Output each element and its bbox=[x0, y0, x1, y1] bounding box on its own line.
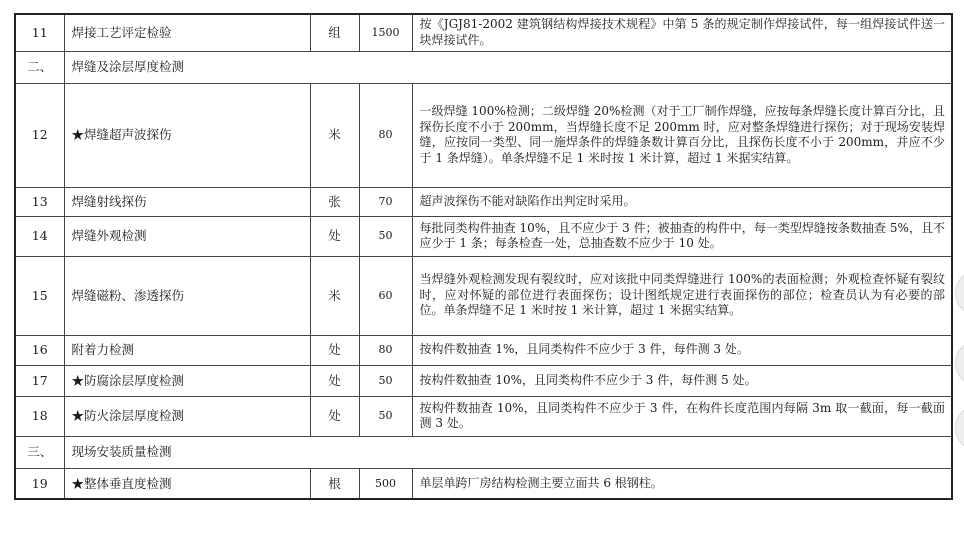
row-number: 15 bbox=[15, 256, 64, 335]
table-row bbox=[15, 14, 952, 51]
inspection-table bbox=[14, 13, 953, 500]
row-number: 19 bbox=[15, 468, 64, 499]
unit-cell: 处 bbox=[310, 335, 359, 365]
section-number: 二、 bbox=[15, 51, 64, 83]
table-row bbox=[15, 216, 952, 256]
edge-circle-decoration bbox=[955, 405, 964, 451]
quantity-cell: 60 bbox=[359, 256, 412, 335]
table-row bbox=[15, 83, 952, 187]
row-number: 13 bbox=[15, 187, 64, 216]
section-number: 三、 bbox=[15, 436, 64, 468]
unit-cell: 处 bbox=[310, 365, 359, 396]
table-row bbox=[15, 396, 952, 436]
quantity-cell: 50 bbox=[359, 216, 412, 256]
edge-circle-decoration bbox=[955, 340, 964, 386]
row-number: 18 bbox=[15, 396, 64, 436]
quantity-cell: 1500 bbox=[359, 14, 412, 51]
row-number: 12 bbox=[15, 83, 64, 187]
item-name: 附着力检测 bbox=[64, 335, 310, 365]
description-cell: 按《JGJ81-2002 建筑钢结构焊接技术规程》中第 5 条的规定制作焊接试件，每一组焊接试件送一块焊接试件。 bbox=[412, 14, 952, 51]
table-row bbox=[15, 256, 952, 335]
row-number: 14 bbox=[15, 216, 64, 256]
description-cell: 当焊缝外观检测发现有裂纹时，应对该批中同类焊缝进行 100%的表面检测；外观检查怀疑有裂纹时，应对怀疑的部位进行表面探伤；设计图纸规定进行表面探伤的部位；检查员认为有必要的部位。单条焊缝不足 1 米时按 1 米计算，超过 1 米据实结算。 bbox=[412, 256, 952, 335]
unit-cell: 组 bbox=[310, 14, 359, 51]
edge-circle-decoration bbox=[955, 270, 964, 316]
table-row bbox=[15, 187, 952, 216]
item-name: ★焊缝超声波探伤 bbox=[64, 83, 310, 187]
unit-cell: 米 bbox=[310, 256, 359, 335]
item-name: 焊接工艺评定检验 bbox=[64, 14, 310, 51]
item-name: 焊缝射线探伤 bbox=[64, 187, 310, 216]
quantity-cell: 500 bbox=[359, 468, 412, 499]
description-cell: 单层单跨厂房结构检测主要立面共 6 根钢柱。 bbox=[412, 468, 952, 499]
quantity-cell: 50 bbox=[359, 365, 412, 396]
unit-cell: 张 bbox=[310, 187, 359, 216]
item-name: 焊缝外观检测 bbox=[64, 216, 310, 256]
description-cell: 按构件数抽查 1%，且同类构件不应少于 3 件，每件测 3 处。 bbox=[412, 335, 952, 365]
section-row bbox=[15, 436, 952, 468]
quantity-cell: 50 bbox=[359, 396, 412, 436]
item-name: 焊缝磁粉、渗透探伤 bbox=[64, 256, 310, 335]
unit-cell: 处 bbox=[310, 216, 359, 256]
item-name: ★防火涂层厚度检测 bbox=[64, 396, 310, 436]
row-number: 16 bbox=[15, 335, 64, 365]
row-number: 17 bbox=[15, 365, 64, 396]
description-cell: 一级焊缝 100%检测；二级焊缝 20%检测（对于工厂制作焊缝，应按每条焊缝长度计算百分比，且探伤长度不小于 200mm，当焊缝长度不足 200mm 时，应对整条焊缝进行探伤；对于现场安装焊缝，应按同一类型、同一施焊条件的焊缝条数计算百分比，且探伤长度不小于 200mm，并应不少于 1 条焊缝）。单条焊缝不足 1 米时按 1 米计算，超过 1 米据实结算。 bbox=[412, 83, 952, 187]
section-title: 现场安装质量检测 bbox=[64, 436, 952, 468]
table-row bbox=[15, 468, 952, 499]
section-title: 焊缝及涂层厚度检测 bbox=[64, 51, 952, 83]
description-cell: 每批同类构件抽查 10%，且不应少于 3 件；被抽查的构件中，每一类型焊缝按条数抽查 5%，且不应少于 1 条；每条检查一处，总抽查数不应少于 10 处。 bbox=[412, 216, 952, 256]
description-cell: 按构件数抽查 10%，且同类构件不应少于 3 件，在构件长度范围内每隔 3m 取一截面，每一截面测 3 处。 bbox=[412, 396, 952, 436]
quantity-cell: 80 bbox=[359, 83, 412, 187]
quantity-cell: 70 bbox=[359, 187, 412, 216]
item-name: ★整体垂直度检测 bbox=[64, 468, 310, 499]
table-row bbox=[15, 335, 952, 365]
quantity-cell: 80 bbox=[359, 335, 412, 365]
row-number: 11 bbox=[15, 14, 64, 51]
description-cell: 超声波探伤不能对缺陷作出判定时采用。 bbox=[412, 187, 952, 216]
unit-cell: 处 bbox=[310, 396, 359, 436]
section-row bbox=[15, 51, 952, 83]
unit-cell: 根 bbox=[310, 468, 359, 499]
table-row bbox=[15, 365, 952, 396]
item-name: ★防腐涂层厚度检测 bbox=[64, 365, 310, 396]
description-cell: 按构件数抽查 10%，且同类构件不应少于 3 件，每件测 5 处。 bbox=[412, 365, 952, 396]
unit-cell: 米 bbox=[310, 83, 359, 187]
